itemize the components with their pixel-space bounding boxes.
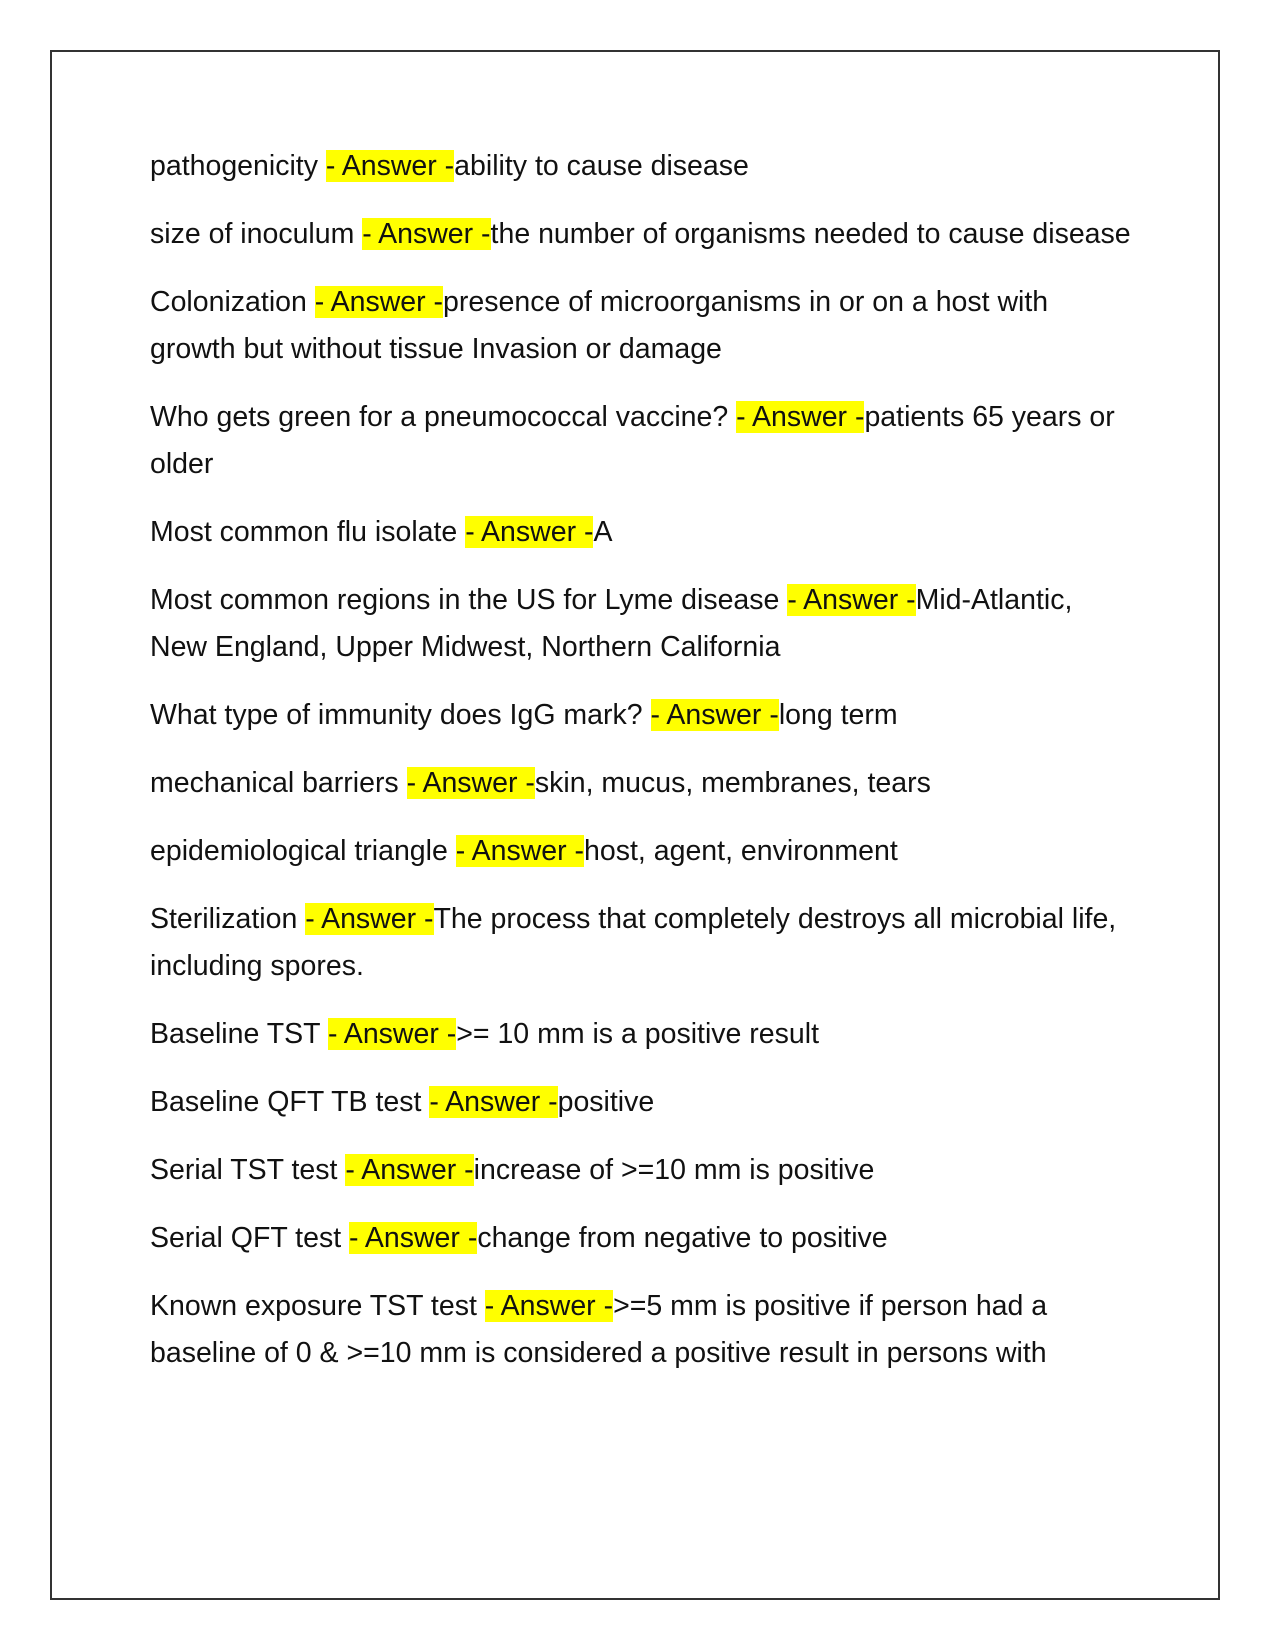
qa-term: mechanical barriers — [150, 767, 407, 799]
qa-answer: >= 10 mm is a positive result — [456, 1018, 819, 1050]
qa-term: size of inoculum — [150, 218, 363, 250]
qa-entry — [150, 1215, 1135, 1262]
qa-answer: A — [593, 516, 613, 548]
document-body — [150, 143, 1135, 1398]
answer-highlight: - Answer - — [484, 1290, 614, 1322]
qa-entry — [150, 394, 1135, 488]
qa-entry — [150, 577, 1135, 671]
qa-answer: long term — [778, 699, 898, 731]
qa-answer: positive — [557, 1086, 655, 1118]
qa-answer: increase of >=10 mm is positive — [473, 1154, 875, 1186]
answer-highlight: - Answer - — [345, 1154, 474, 1186]
qa-term: pathogenicity — [150, 150, 326, 182]
qa-answer: patients 65 years or older — [150, 401, 1115, 480]
qa-entry — [150, 211, 1135, 258]
answer-highlight: - Answer - — [406, 767, 535, 799]
qa-entry — [150, 143, 1135, 190]
qa-entry — [150, 828, 1135, 875]
answer-highlight: - Answer - — [362, 218, 491, 250]
qa-answer: Mid-Atlantic, New England, Upper Midwest, Northern California — [150, 584, 1073, 663]
qa-answer: the number of organisms needed to cause disease — [490, 218, 1131, 250]
answer-highlight: - Answer - — [455, 835, 585, 867]
qa-term: What type of immunity does IgG mark? — [150, 699, 651, 731]
answer-highlight: - Answer - — [305, 903, 434, 935]
qa-term: Serial TST test — [150, 1154, 346, 1186]
qa-answer: skin, mucus, membranes, tears — [534, 767, 931, 799]
qa-entry — [150, 509, 1135, 556]
qa-answer: change from negative to positive — [477, 1222, 888, 1254]
answer-highlight: - Answer - — [314, 286, 444, 318]
qa-entry — [150, 1011, 1135, 1058]
answer-highlight: - Answer - — [650, 699, 779, 731]
qa-answer: ability to cause disease — [454, 150, 749, 182]
qa-term: Baseline TST — [150, 1018, 328, 1050]
answer-highlight: - Answer - — [736, 401, 865, 433]
qa-entry — [150, 1079, 1135, 1126]
qa-answer: >=5 mm is positive if person had a baseline of 0 & >=10 mm is considered a positive result in persons with — [150, 1290, 1048, 1369]
answer-highlight: - Answer - — [325, 150, 455, 182]
qa-entry — [150, 279, 1135, 373]
qa-term: Most common regions in the US for Lyme disease — [150, 584, 788, 616]
answer-highlight: - Answer - — [787, 584, 916, 616]
qa-term: Baseline QFT TB test — [150, 1086, 430, 1118]
answer-highlight: - Answer - — [349, 1222, 478, 1254]
qa-entry — [150, 896, 1135, 990]
qa-entry — [150, 692, 1135, 739]
qa-term: Known exposure TST test — [150, 1290, 485, 1322]
answer-highlight: - Answer - — [429, 1086, 558, 1118]
qa-term: Most common flu isolate — [150, 516, 466, 548]
qa-term: Sterilization — [150, 903, 306, 935]
qa-term: Colonization — [150, 286, 315, 318]
qa-term: Serial QFT test — [150, 1222, 350, 1254]
qa-answer: host, agent, environment — [584, 835, 898, 867]
qa-term: Who gets green for a pneumococcal vaccine? — [150, 401, 737, 433]
answer-highlight: - Answer - — [465, 516, 594, 548]
qa-term: epidemiological triangle — [150, 835, 456, 867]
qa-answer: presence of microorganisms in or on a host with growth but without tissue Invasion or damage — [150, 286, 1049, 365]
qa-answer: The process that completely destroys all microbial life, including spores. — [150, 903, 1117, 982]
qa-entry — [150, 1147, 1135, 1194]
answer-highlight: - Answer - — [327, 1018, 457, 1050]
qa-entry — [150, 1283, 1135, 1377]
qa-entry — [150, 760, 1135, 807]
